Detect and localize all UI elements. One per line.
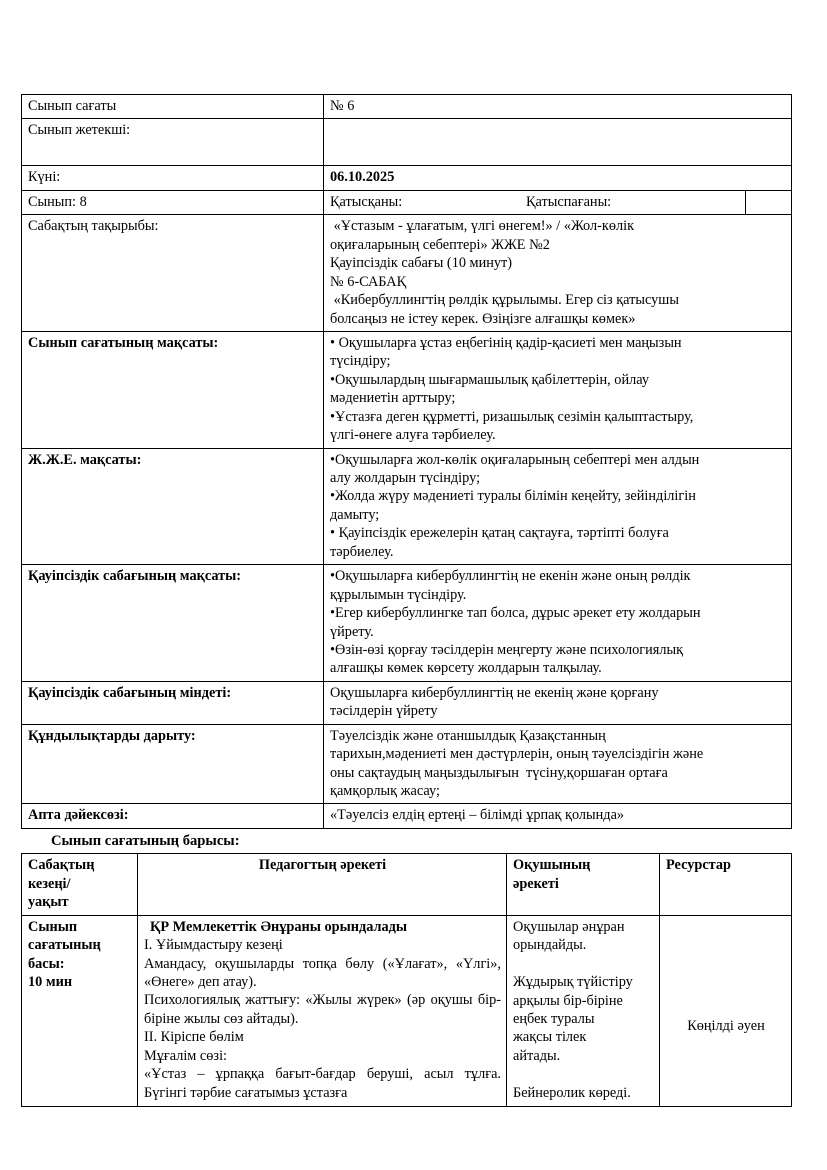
line: •Өзін-өзі қорғау тәсілдерін меңгерту және психологиялық (330, 641, 684, 658)
line: алу жолдарын түсіндіру; (330, 470, 481, 486)
attendance-extra-cell (746, 190, 792, 214)
attendance-cell (324, 190, 746, 214)
line: сағатының (28, 937, 101, 954)
line: № 6-САБАҚ (330, 273, 407, 290)
table-row-class-attendance (22, 190, 792, 214)
row-label-week-quote: Апта дәйексөзі: (22, 804, 324, 828)
line: Оқушының (513, 857, 591, 874)
line: болсаңыз не істеу керек. Өзіңізге алғашқы көмек» (330, 310, 636, 327)
cell-stage-lesson-start (22, 915, 138, 1106)
document-sheet (21, 94, 791, 1107)
table-row-lesson-topic (22, 215, 792, 332)
line: еңбек туралы (513, 1011, 595, 1028)
row-value-class-hour: № 6 (324, 95, 792, 119)
line: 10 мин (28, 974, 73, 990)
line: Тәуелсіздік және отаншылдық Қазақстанның (330, 727, 606, 744)
line: уақыт (28, 894, 69, 911)
table-row-class-hour-goal (22, 331, 792, 448)
line: Сынып (28, 918, 78, 935)
line: •Оқушыларға кибербуллингтің не екенін және оның рөлдік (330, 568, 691, 585)
line: Бейнеролик көреді. (513, 1084, 631, 1101)
line: Сабақтың (28, 857, 95, 874)
line: II. Кіріспе бөлім (144, 1029, 244, 1046)
row-label-class-teacher: Сынып жетекші: (22, 119, 324, 166)
table-row-safety-lesson-goal (22, 565, 792, 682)
row-label-values-instilling: Құндылықтарды дарыту: (22, 724, 324, 804)
attended-label: Қатысқаны: (330, 193, 403, 210)
line: тәсілдерін үйрету (330, 703, 438, 720)
line: әрекеті (513, 875, 559, 892)
line: қамқорлық жасау; (330, 783, 440, 799)
row-value-class-teacher (324, 119, 792, 166)
line: Амандасу, оқушыларды топқа бөлу («Ұлағат», «Үлгі», «Өнеге» деп атау). (144, 955, 501, 990)
row-value-values-instilling (324, 724, 792, 804)
blank-line (513, 1065, 654, 1084)
column-header-stage (22, 854, 138, 915)
row-value-class-hour-goal (324, 331, 792, 448)
line: «Кибербуллингтің рөлдік құрылымы. Егер сіз қатысушы (330, 292, 679, 309)
table-row-class-teacher (22, 119, 792, 166)
blank-line (513, 955, 654, 974)
table-row-values-instilling (22, 724, 792, 804)
teacher-activity-heading: ҚР Мемлекеттік Әнұраны орындалады (150, 918, 408, 935)
row-label-safety-lesson-goal: Қауіпсіздік сабағының мақсаты: (22, 565, 324, 682)
line: Оқушылар әнұран (513, 918, 625, 935)
row-label-date: Күні: (22, 166, 324, 190)
row-value-safety-lesson-task (324, 681, 792, 724)
column-header-teacher-activity: Педагогтың әрекеті (138, 854, 507, 915)
line: I. Ұйымдастыру кезеңі (144, 937, 283, 954)
line: түсіндіру; (330, 353, 391, 370)
line: «Ұстазым - ұлағатым, үлгі өнегем!» / «Жол-көлік (330, 218, 635, 235)
section-title-class-hour-progress: Сынып сағатының барысы: (51, 832, 240, 849)
row-label-class-hour-goal: Сынып сағатының мақсаты: (22, 331, 324, 448)
line: Психологиялық жаттығу: «Жылы жүрек» (әр оқушы бір-біріне жылы сөз айтады). (144, 992, 501, 1027)
line: тарихын,мәдениеті мен дәстүрлерін, оның тәуелсіздігін және (330, 746, 704, 763)
line: кезеңі/ (28, 875, 71, 892)
table-row-lesson-start (22, 915, 792, 1106)
line: «Ұстаз – ұрпаққа бағыт-бағдар беруші, асыл тұлға. Бүгінгі тәрбие сағатымыз ұстазға (144, 1066, 501, 1101)
row-value-safety-lesson-goal (324, 565, 792, 682)
line: Мұғалім сөзі: (144, 1047, 228, 1064)
line: •Оқушыларға жол-көлік оқиғаларының себептері мен алдын (330, 451, 700, 468)
lesson-header-table (21, 94, 792, 829)
row-label-lesson-topic: Сабақтың тақырыбы: (22, 215, 324, 332)
line: мәдениетін арттыру; (330, 390, 456, 407)
line: Оқушыларға кибербуллингтің не екенің және қорғану (330, 684, 659, 701)
row-label-class-number: Сынып: 8 (22, 190, 324, 214)
line: •Егер кибербуллингке тап болса, дұрыс әрекет ету жолдарын (330, 605, 701, 622)
line: • Қауіпсіздік ережелерін қатаң сақтауға, тәртіпті болуға (330, 525, 669, 542)
row-value-traffic-safety-goal (324, 448, 792, 565)
line: жақсы тілек (513, 1029, 587, 1046)
row-value-date: 06.10.2025 (324, 166, 792, 190)
column-header-resources: Ресурстар (660, 854, 792, 915)
table-row-date (22, 166, 792, 190)
cell-teacher-activity (138, 915, 507, 1106)
line: • Оқушыларға ұстаз еңбегінің қадір-қасиеті мен маңызын (330, 334, 682, 351)
lesson-progress-table (21, 853, 792, 1106)
row-label-traffic-safety-goal: Ж.Ж.Е. мақсаты: (22, 448, 324, 565)
line: алғашқы көмек көрсету жолдарын талқылау. (330, 660, 602, 677)
line: арқылы бір-біріне (513, 992, 623, 1009)
line: •Жолда жүру мәдениеті туралы білімін кеңейту, зейінділігін (330, 488, 696, 505)
line: тәрбиелеу. (330, 543, 394, 560)
row-label-safety-lesson-task: Қауіпсіздік сабағының міндеті: (22, 681, 324, 724)
line: оны сақтаудың маңыздылығын түсіну,қоршаған ортаға (330, 764, 668, 781)
table-row-class-hour (22, 95, 792, 119)
line: орындайды. (513, 937, 587, 954)
line: үйрету. (330, 623, 374, 640)
line: Қауіпсіздік сабағы (10 минут) (330, 255, 513, 272)
row-value-week-quote: «Тәуелсіз елдің ертеңі – білімді ұрпақ қолында» (324, 804, 792, 828)
line: •Ұстазға деген құрметті, ризашылық сезімін қалыптастыру, (330, 408, 694, 425)
line: басы: (28, 955, 65, 972)
table-row-safety-lesson-task (22, 681, 792, 724)
line: айтады. (513, 1047, 561, 1064)
row-value-lesson-topic (324, 215, 792, 332)
column-header-student-activity (507, 854, 660, 915)
table-row-traffic-safety-goal (22, 448, 792, 565)
cell-student-activity (507, 915, 660, 1106)
line: Жұдырық түйістіру (513, 974, 633, 991)
line: •Оқушылардың шығармашылық қабілеттерін, ойлау (330, 371, 649, 388)
line: үлгі-өнеге алуға тәрбиелеу. (330, 427, 496, 444)
table-header-row (22, 854, 792, 915)
cell-resources: Көңілді әуен (660, 915, 792, 1106)
line: құрылымын түсіндіру. (330, 586, 467, 603)
table-row-week-quote (22, 804, 792, 828)
absent-label: Қатыспағаны: (526, 193, 612, 210)
line: оқиғаларының себептері» ЖЖЕ №2 (330, 236, 550, 253)
line: дамыту; (330, 506, 380, 523)
row-label-class-hour: Сынып сағаты (22, 95, 324, 119)
